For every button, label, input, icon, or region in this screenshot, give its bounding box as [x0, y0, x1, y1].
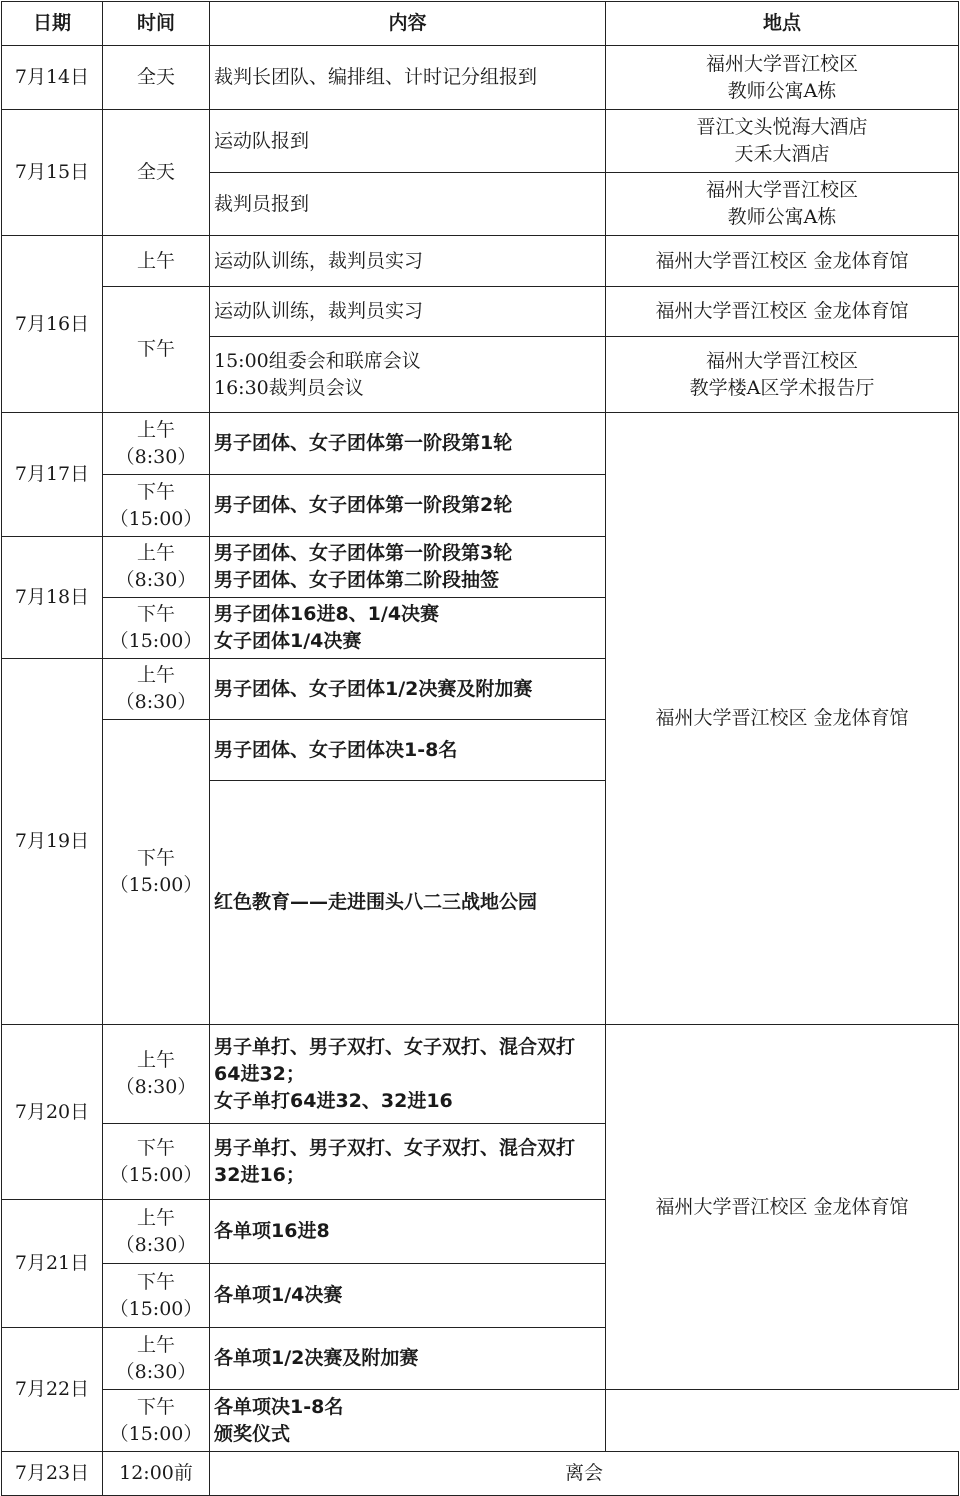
time-label: 下午	[136, 1136, 175, 1159]
place-line: 福州大学晋江校区	[705, 179, 858, 201]
place-line: 福州大学晋江校区	[705, 349, 858, 372]
content-cell: 男子团体、女子团体第一阶段第2轮	[210, 475, 606, 537]
time-cell	[103, 1200, 210, 1264]
date-cell: 7月14日	[2, 46, 103, 110]
time-value: （15:00）	[109, 1297, 203, 1320]
date-cell: 7月17日	[2, 413, 103, 537]
date-cell: 7月23日	[2, 1452, 103, 1496]
time-cell	[103, 659, 210, 720]
time-cell: 全天	[103, 110, 210, 236]
place-cell	[606, 337, 959, 413]
content-line: 男子团体16进8、1/4决赛	[214, 603, 440, 625]
content-cell: 裁判长团队、编排组、计时记分组报到	[210, 46, 606, 110]
table-row	[2, 1025, 959, 1124]
time-value: （15:00）	[109, 507, 203, 530]
time-label: 下午	[136, 1395, 175, 1418]
table-row	[2, 413, 959, 475]
content-cell: 各单项16进8	[210, 1200, 606, 1264]
time-label: 上午	[136, 1333, 175, 1356]
time-value: （15:00）	[109, 1163, 203, 1186]
time-value: （8:30）	[115, 1076, 197, 1098]
content-cell: 各单项1/4决赛	[210, 1264, 606, 1328]
header-place: 地点	[606, 2, 959, 46]
date-cell: 7月16日	[2, 236, 103, 413]
time-label: 上午	[136, 664, 175, 686]
time-label: 上午	[136, 1206, 175, 1229]
time-cell	[103, 413, 210, 475]
place-cell: 福州大学晋江校区 金龙体育馆	[606, 287, 959, 337]
table-row	[2, 287, 959, 337]
content-line: 男子团体、女子团体第二阶段抽签	[214, 569, 500, 591]
content-line: 15:00组委会和联席会议	[214, 349, 421, 372]
content-cell: 男子团体、女子团体1/2决赛及附加赛	[210, 659, 606, 720]
time-cell	[103, 720, 210, 1025]
time-cell: 上午	[103, 236, 210, 287]
time-cell: 12:00前	[103, 1452, 210, 1496]
time-cell	[103, 1390, 210, 1452]
place-line: 教学楼A区学术报告厅	[689, 376, 875, 399]
time-cell	[103, 1264, 210, 1328]
header-row	[2, 2, 959, 46]
place-cell: 福州大学晋江校区 金龙体育馆	[606, 236, 959, 287]
schedule-table	[1, 1, 959, 1496]
place-cell: 福州大学晋江校区 金龙体育馆	[606, 1025, 959, 1390]
place-line: 福州大学晋江校区	[705, 52, 858, 75]
content-cell: 男子团体、女子团体决1-8名	[210, 720, 606, 781]
content-cell	[210, 537, 606, 598]
time-cell	[103, 1328, 210, 1390]
content-cell	[210, 598, 606, 659]
header-content: 内容	[210, 2, 606, 46]
content-cell: 离会	[210, 1452, 959, 1496]
time-value: （15:00）	[109, 630, 203, 652]
date-cell: 7月21日	[2, 1200, 103, 1328]
time-value: （15:00）	[109, 874, 203, 896]
date-cell: 7月18日	[2, 537, 103, 659]
content-cell: 红色教育——走进围头八二三战地公园	[210, 781, 606, 1025]
place-cell: 福州大学晋江校区 金龙体育馆	[606, 413, 959, 1025]
time-cell	[103, 537, 210, 598]
content-cell: 裁判员报到	[210, 173, 606, 236]
date-cell: 7月15日	[2, 110, 103, 236]
header-time: 时间	[103, 2, 210, 46]
content-line: 女子单打64进32、32进16	[214, 1089, 453, 1112]
content-line: 女子团体1/4决赛	[214, 630, 362, 652]
content-cell: 各单项1/2决赛及附加赛	[210, 1328, 606, 1390]
time-value: （15:00）	[109, 1422, 203, 1445]
time-label: 下午	[136, 603, 175, 625]
time-cell	[103, 1025, 210, 1124]
content-cell	[210, 337, 606, 413]
content-cell	[210, 1124, 606, 1200]
table-row	[2, 1390, 959, 1452]
time-label: 上午	[136, 1049, 175, 1071]
time-label: 上午	[136, 418, 175, 441]
time-cell: 全天	[103, 46, 210, 110]
content-line: 各单项决1-8名	[214, 1395, 344, 1418]
table-row	[2, 46, 959, 110]
time-label: 下午	[136, 1270, 175, 1293]
place-cell	[606, 173, 959, 236]
content-cell	[210, 1025, 606, 1124]
place-line: 晋江文头悦海大酒店	[696, 116, 868, 138]
content-line: 男子团体、女子团体第一阶段第3轮	[214, 542, 513, 564]
time-label: 上午	[136, 542, 175, 564]
content-line: 男子单打、男子双打、女子双打、混合双打64进32；	[214, 1035, 576, 1085]
date-cell: 7月20日	[2, 1025, 103, 1200]
table-row	[2, 1452, 959, 1496]
time-value: （8:30）	[115, 691, 197, 713]
content-line: 16:30裁判员会议	[214, 376, 364, 399]
place-line: 教师公寓A栋	[727, 79, 837, 102]
time-label: 下午	[136, 847, 175, 869]
header-date: 日期	[2, 2, 103, 46]
time-cell	[103, 598, 210, 659]
table-row	[2, 236, 959, 287]
content-cell: 运动队报到	[210, 110, 606, 173]
table-row	[2, 110, 959, 173]
place-line: 天禾大酒店	[734, 143, 830, 165]
time-value: （8:30）	[115, 445, 197, 468]
time-cell: 下午	[103, 287, 210, 413]
time-label: 下午	[136, 480, 175, 503]
content-cell	[210, 1390, 606, 1452]
content-cell: 男子团体、女子团体第一阶段第1轮	[210, 413, 606, 475]
place-cell	[606, 110, 959, 173]
content-cell: 运动队训练，裁判员实习	[210, 287, 606, 337]
content-line: 男子单打、男子双打、女子双打、混合双打32进16；	[214, 1136, 576, 1186]
place-line: 教师公寓A栋	[727, 206, 837, 228]
time-cell	[103, 1124, 210, 1200]
date-cell: 7月22日	[2, 1328, 103, 1452]
time-value: （8:30）	[115, 1233, 197, 1256]
content-cell: 运动队训练，裁判员实习	[210, 236, 606, 287]
content-line: 颁奖仪式	[214, 1422, 291, 1445]
time-value: （8:30）	[115, 1360, 197, 1383]
time-value: （8:30）	[115, 569, 197, 591]
date-cell: 7月19日	[2, 659, 103, 1025]
place-cell	[606, 46, 959, 110]
time-cell	[103, 475, 210, 537]
